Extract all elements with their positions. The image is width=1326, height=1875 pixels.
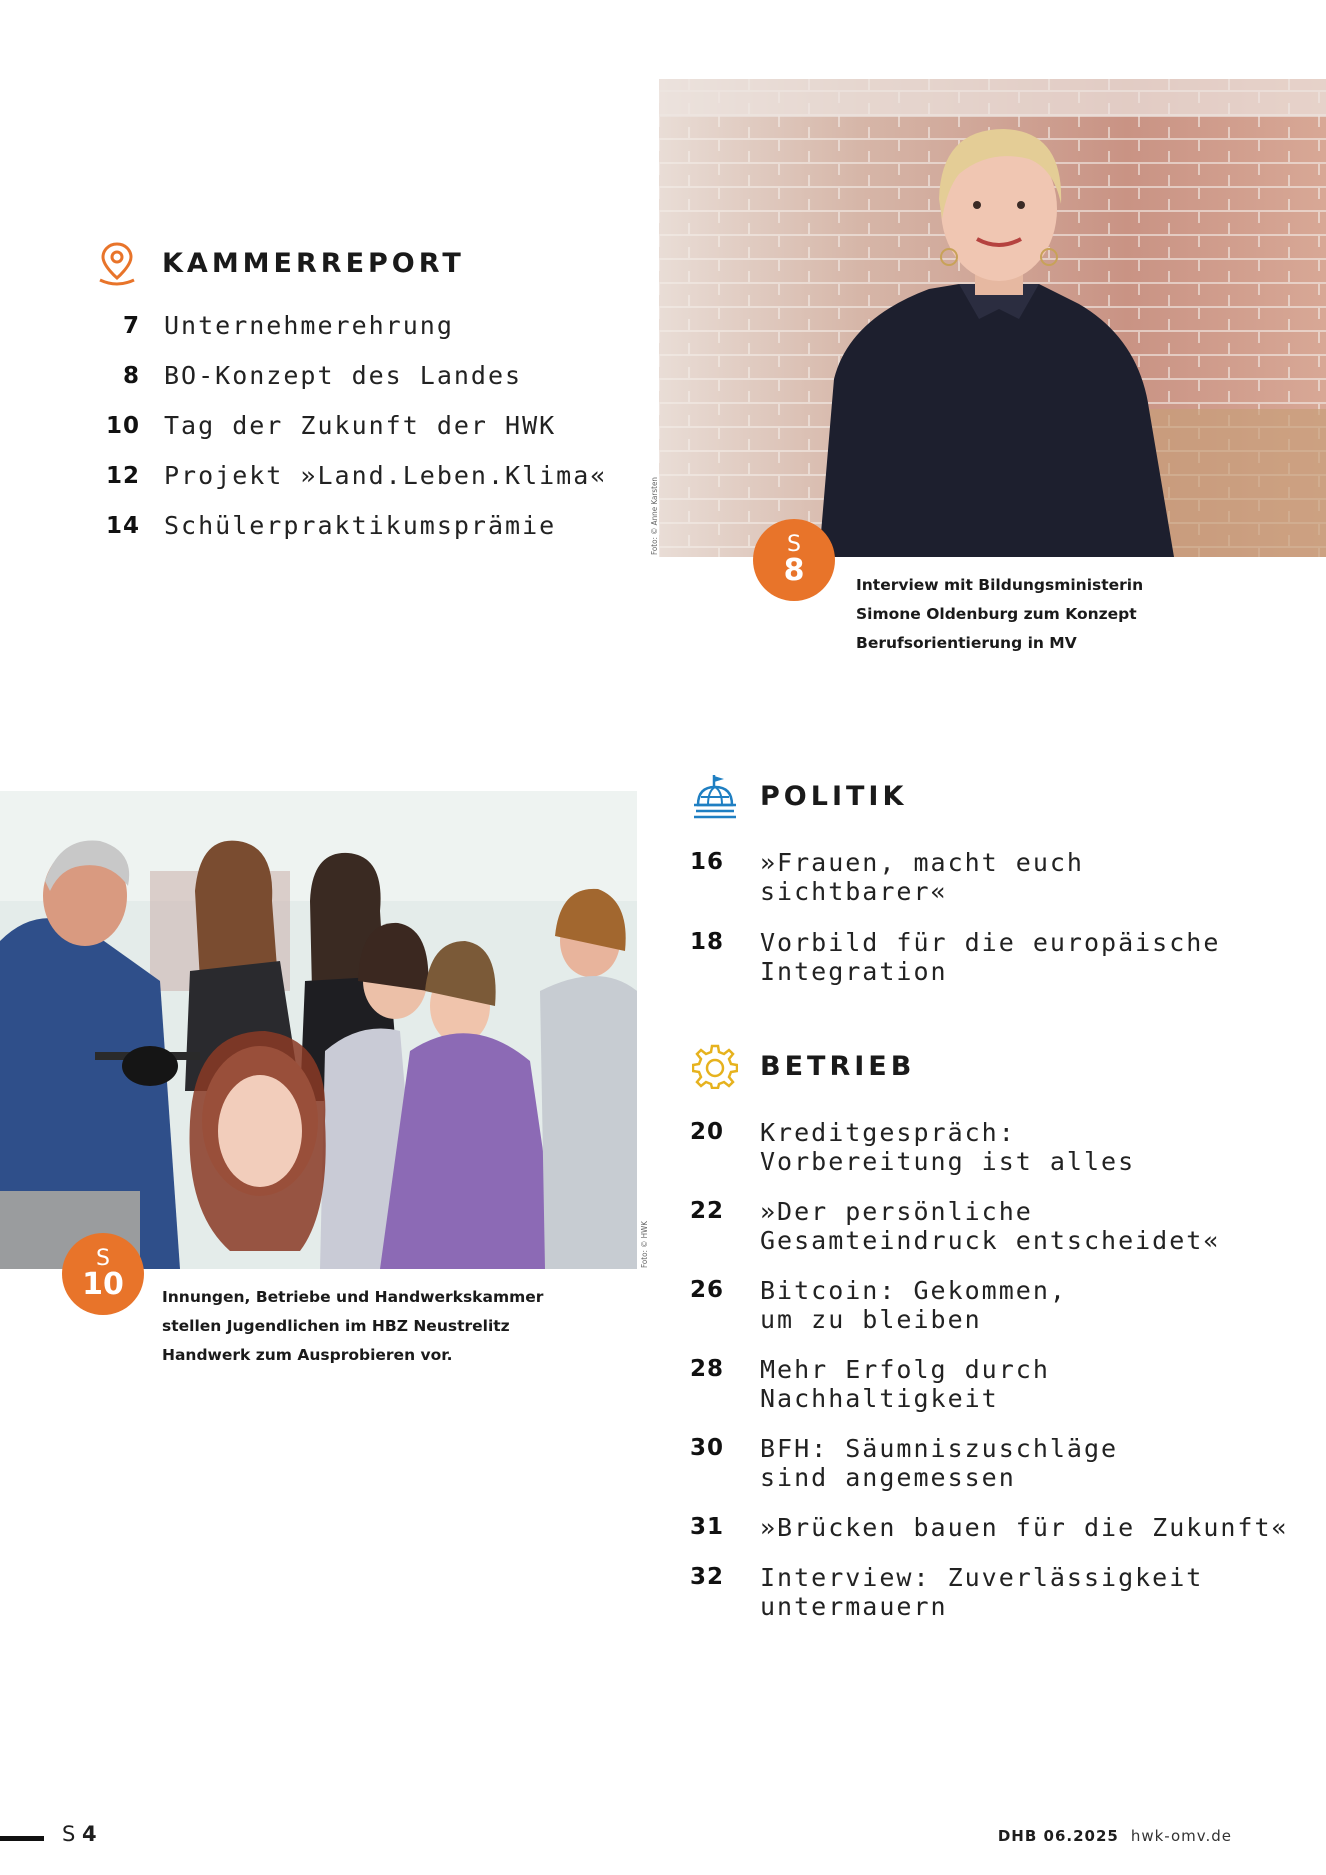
toc-item[interactable] (690, 1513, 1289, 1542)
section-title-betrieb: BETRIEB (760, 1050, 916, 1082)
section-title-kammerreport: KAMMERREPORT (162, 247, 465, 279)
toc-page-number: 22 (690, 1198, 725, 1224)
toc-title: Mehr Erfolg durch Nachhaltigkeit (760, 1355, 1050, 1413)
toc-title: Unternehmerehrung (164, 311, 454, 340)
toc-item[interactable] (88, 360, 607, 410)
workshop-image (0, 791, 637, 1269)
toc-page-number: 18 (690, 929, 725, 955)
toc-list-betrieb (690, 1118, 1289, 1642)
toc-title: Kreditgespräch: Vorbereitung ist alles (760, 1118, 1136, 1176)
badge-s: S (787, 532, 801, 557)
photo-credit-bottom: Foto: © HWK (640, 1221, 649, 1268)
toc-title: BFH: Säumniszuschläge sind angemessen (760, 1434, 1119, 1492)
toc-page-number: 26 (690, 1277, 725, 1303)
toc-list-politik (690, 848, 1220, 1008)
toc-page-number: 7 (122, 313, 140, 339)
page-number-prefix: S (62, 1822, 76, 1846)
toc-item[interactable] (88, 310, 607, 360)
toc-title: »Der persönliche Gesamteindruck entscheidet« (760, 1197, 1221, 1255)
workshop-photo[interactable] (0, 791, 637, 1269)
politik-heading (692, 773, 907, 819)
issue-label: DHB 06.2025 (997, 1827, 1119, 1845)
page-number-value: 4 (82, 1822, 97, 1846)
toc-item[interactable] (690, 1355, 1289, 1413)
caption-bottom: Innungen, Betriebe und Handwerkskammer stellen Jugendlichen im HBZ Neustrelitz Handwerk zum Ausprobieren vor. (162, 1288, 544, 1364)
kammerreport-heading (94, 240, 465, 286)
toc-item[interactable] (690, 928, 1220, 986)
toc-item[interactable] (690, 1563, 1289, 1621)
portrait-image (659, 79, 1326, 557)
page-badge-bottom[interactable] (62, 1233, 144, 1315)
location-pin-icon (94, 240, 140, 286)
toc-title: Schülerpraktikumsprämie (164, 511, 557, 540)
toc-item[interactable] (690, 848, 1220, 906)
toc-page-number: 31 (690, 1514, 725, 1540)
toc-item[interactable] (690, 1276, 1289, 1334)
badge-s: S (96, 1246, 110, 1271)
toc-item[interactable] (690, 1197, 1289, 1255)
toc-page-number: 32 (690, 1564, 725, 1590)
section-title-politik: POLITIK (760, 780, 908, 812)
toc-title: »Brücken bauen für die Zukunft« (760, 1513, 1289, 1542)
gear-icon (692, 1043, 738, 1089)
photo-credit-top: Foto: © Anne Karsten (650, 477, 659, 555)
badge-page: 10 (82, 1267, 124, 1302)
footer-rule (0, 1836, 44, 1841)
toc-page-number: 10 (105, 413, 140, 439)
toc-item[interactable] (690, 1118, 1289, 1176)
toc-title: »Frauen, macht euch sichtbarer« (760, 848, 1084, 906)
caption-top: Interview mit Bildungsministerin Simone Oldenburg zum Konzept Berufsorientierung in MV (856, 576, 1144, 652)
website-link[interactable]: hwk-omv.de (1130, 1827, 1232, 1845)
toc-title: Bitcoin: Gekommen, um zu bleiben (760, 1276, 1067, 1334)
toc-title: BO-Konzept des Landes (164, 361, 523, 390)
footer-info (998, 1827, 1232, 1845)
toc-page-number: 16 (690, 849, 725, 875)
badge-page: 8 (783, 553, 805, 588)
page-number (62, 1822, 97, 1846)
page-badge-top[interactable] (753, 519, 835, 601)
toc-item[interactable] (88, 460, 607, 510)
betrieb-heading (692, 1043, 915, 1089)
toc-title: Interview: Zuverlässigkeit untermauern (760, 1563, 1204, 1621)
toc-title: Vorbild für die europäische Integration (760, 928, 1221, 986)
toc-page-number: 12 (105, 463, 140, 489)
toc-page-number: 14 (105, 513, 140, 539)
toc-title: Tag der Zukunft der HWK (164, 411, 557, 440)
toc-page-number: 20 (690, 1119, 725, 1145)
toc-item[interactable] (88, 510, 607, 560)
toc-page-number: 30 (690, 1435, 725, 1461)
toc-list-kammerreport (88, 310, 607, 560)
toc-page-number: 8 (122, 363, 140, 389)
toc-item[interactable] (690, 1434, 1289, 1492)
portrait-photo[interactable] (659, 79, 1326, 557)
toc-page-number: 28 (690, 1356, 725, 1382)
toc-item[interactable] (88, 410, 607, 460)
toc-title: Projekt »Land.Leben.Klima« (164, 461, 608, 490)
dome-flag-icon (692, 773, 738, 819)
